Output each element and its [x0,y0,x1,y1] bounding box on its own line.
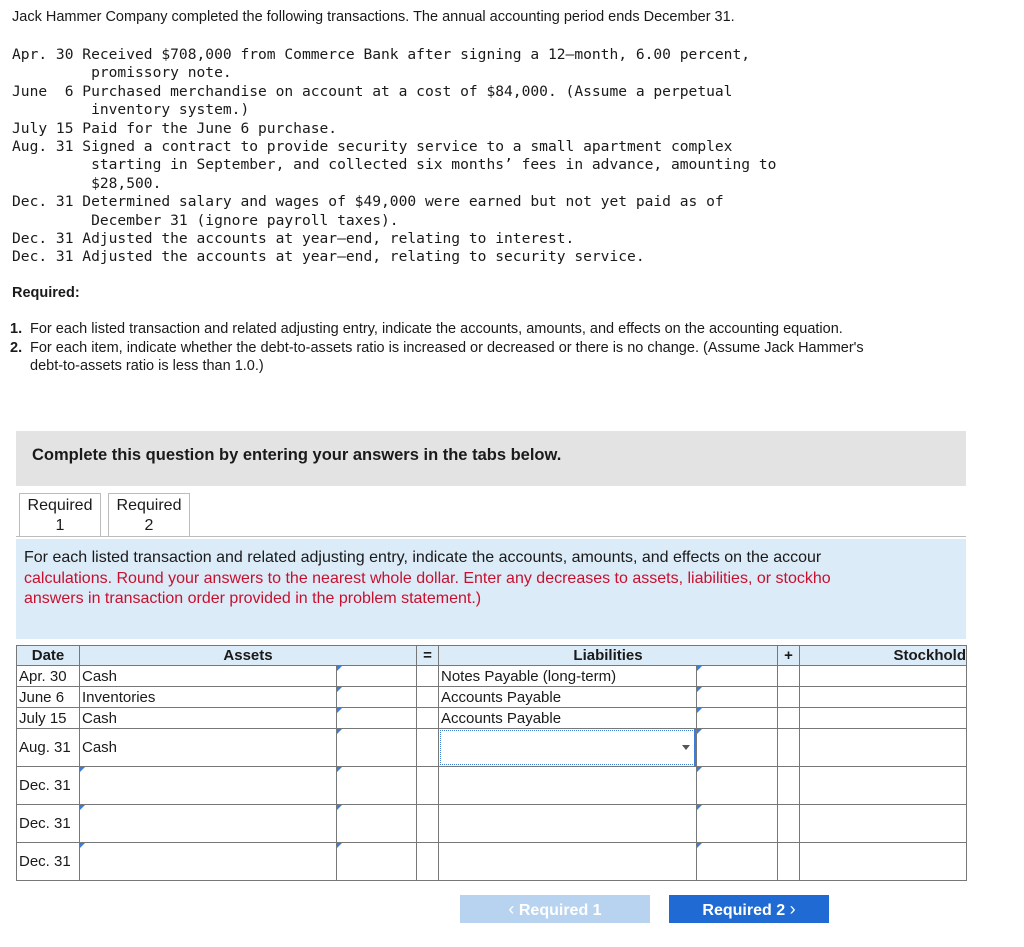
transaction-list [12,46,776,267]
asset-account-value: Cash [82,739,118,756]
liability-amount-input[interactable] [697,729,778,767]
asset-amount-input[interactable] [337,687,417,708]
equals-cell [417,843,439,881]
header-assets: Assets [80,646,417,666]
transaction-line: July 15 Paid for the June 6 purchase. [12,119,338,137]
tab-label: Required [116,497,182,514]
input-marker-icon [697,843,702,848]
input-marker-icon [337,687,342,692]
stockholders-account-field[interactable] [800,805,967,843]
transaction-line: Dec. 31 Adjusted the accounts at year–end, relating to security service. [12,248,645,266]
table-row [17,708,967,729]
plus-cell [778,708,800,729]
tab-label: Required [27,497,93,514]
banner-text: Complete this question by entering your answers in the tabs below. [32,446,562,464]
table-row [17,767,967,805]
select-focus-outline [440,730,695,765]
stockholders-account-field[interactable] [800,729,967,767]
liability-account-value: Accounts Payable [441,688,562,706]
requirement-text: For each item, indicate whether the debt-to-assets ratio is increased or decreased or there is no change. (Assume Jack Hammer's debt-to-assets ratio is less than 1.0.) [30,339,864,374]
transaction-line: Aug. 31 Signed a contract to provide security service to a small apartment complex [12,138,733,156]
input-marker-icon [337,843,342,848]
prev-required-1-button[interactable] [460,895,650,923]
transaction-line: Dec. 31 Adjusted the accounts at year–end, relating to interest. [12,230,575,248]
asset-account-field[interactable] [80,767,337,805]
transaction-line: Dec. 31 Determined salary and wages of $49,000 were earned but not yet paid as of [12,193,724,211]
tab-divider [16,536,966,537]
asset-account-field[interactable] [80,708,337,729]
liability-account-value: Accounts Payable [441,709,562,727]
header-date: Date [17,646,80,666]
tab-label: 1 [55,517,65,534]
row-date: Apr. 30 [17,666,80,687]
liability-account-field[interactable] [439,666,697,687]
transaction-line: Apr. 30 Received $708,000 from Commerce Bank after signing a 12–month, 6.00 percent, [12,46,751,63]
asset-account-value: Cash [82,709,118,727]
asset-amount-input[interactable] [337,666,417,687]
transaction-line: inventory system.) [12,101,250,119]
tab-required-2[interactable] [108,493,190,537]
asset-amount-input[interactable] [337,708,417,729]
accounting-equation-table [16,645,967,881]
stockholders-account-field[interactable] [800,687,967,708]
liability-amount-input[interactable] [697,687,778,708]
asset-account-value: Cash [82,667,118,685]
asset-account-field[interactable] [80,729,337,767]
liability-account-field[interactable] [439,708,697,729]
equals-cell [417,708,439,729]
input-marker-icon [337,666,342,671]
header-plus: + [778,646,800,666]
problem-intro: Jack Hammer Company completed the following transactions. The annual accounting period ends December 31. [12,9,735,25]
requirement-item [10,339,890,376]
asset-account-field[interactable] [80,843,337,881]
requirement-text: For each listed transaction and related adjusting entry, indicate the accounts, amounts, and effects on the accounting equation. [30,321,843,337]
transaction-line: $28,500. [12,174,162,192]
transaction-line: December 31 (ignore payroll taxes). [12,211,399,229]
liability-account-select[interactable] [439,729,697,767]
plus-cell [778,666,800,687]
tab-required-1[interactable] [19,493,101,537]
equals-cell [417,729,439,767]
instruction-line: calculations. Round your answers to the nearest whole dollar. Enter any decreases to assets, liabilities, or stockho [24,569,831,587]
input-marker-icon [697,666,702,671]
row-date: Dec. 31 [17,767,80,805]
input-marker-icon [80,843,85,848]
requirements-list [10,320,890,376]
asset-amount-input[interactable] [337,805,417,843]
tab-instructions [16,539,966,639]
instruction-line: For each listed transaction and related adjusting entry, indicate the accounts, amounts, and effects on the accour [24,549,822,566]
row-date: Dec. 31 [17,805,80,843]
liability-amount-input[interactable] [697,767,778,805]
plus-cell [778,687,800,708]
asset-amount-input[interactable] [337,729,417,767]
plus-cell [778,805,800,843]
asset-account-value: Inventories [82,688,156,706]
equals-cell [417,805,439,843]
table-row [17,666,967,687]
asset-account-field[interactable] [80,805,337,843]
row-date: Aug. 31 [17,729,80,767]
input-marker-icon [337,708,342,713]
plus-cell [778,767,800,805]
input-marker-icon [697,729,702,734]
input-marker-icon [697,708,702,713]
liability-account-field[interactable] [439,767,697,805]
instructions-banner [16,431,966,486]
input-marker-icon [80,805,85,810]
liability-amount-input[interactable] [697,708,778,729]
table-row [17,843,967,881]
asset-account-field[interactable] [80,666,337,687]
liability-amount-input[interactable] [697,843,778,881]
next-button-label: Required 2 [702,902,786,919]
equals-cell [417,767,439,805]
prev-button-label: Required 1 [518,902,602,919]
input-marker-icon [337,767,342,772]
table-row [17,729,967,767]
row-date: June 6 [17,687,80,708]
liability-account-value: Notes Payable (long-term) [441,667,617,685]
asset-amount-input[interactable] [337,843,417,881]
liability-account-field[interactable] [439,843,697,881]
asset-amount-input[interactable] [337,767,417,805]
liability-account-field[interactable] [439,687,697,708]
stockholders-account-field[interactable] [800,708,967,729]
row-date: Dec. 31 [17,843,80,881]
header-equals: = [417,646,439,666]
stockholders-account-field[interactable] [800,666,967,687]
input-marker-icon [697,805,702,810]
chevron-down-icon[interactable] [682,745,690,750]
asset-account-field[interactable] [80,687,337,708]
table-header-row [17,646,967,666]
input-marker-icon [337,805,342,810]
plus-cell [778,729,800,767]
plus-cell [778,843,800,881]
tab-label: 2 [144,517,154,534]
chevron-right-icon: › [789,899,796,919]
stockholders-account-field[interactable] [800,843,967,881]
input-marker-icon [697,687,702,692]
input-marker-icon [80,767,85,772]
input-marker-icon [337,729,342,734]
table-row [17,687,967,708]
instruction-line: answers in transaction order provided in the problem statement.) [24,590,482,607]
table-row [17,805,967,843]
transaction-line: starting in September, and collected six months’ fees in advance, amounting to [12,156,777,174]
requirement-item [10,320,890,339]
transaction-line: promissory note. [12,64,232,82]
chevron-left-icon: ‹ [508,899,515,919]
requirement-number: 2. [10,339,23,356]
liability-amount-input[interactable] [697,666,778,687]
next-required-2-button[interactable] [669,895,829,923]
requirement-number: 1. [10,321,23,337]
transaction-line: June 6 Purchased merchandise on account at a cost of $84,000. (Assume a perpetual [12,82,733,100]
required-heading: Required: [12,285,80,301]
liability-account-field[interactable] [439,805,697,843]
input-marker-icon [697,767,702,772]
equals-cell [417,666,439,687]
stockholders-account-field[interactable] [800,767,967,805]
row-date: July 15 [17,708,80,729]
liability-amount-input[interactable] [697,805,778,843]
equals-cell [417,687,439,708]
header-stockholders: Stockhold [800,646,967,666]
header-liabilities: Liabilities [439,646,778,666]
